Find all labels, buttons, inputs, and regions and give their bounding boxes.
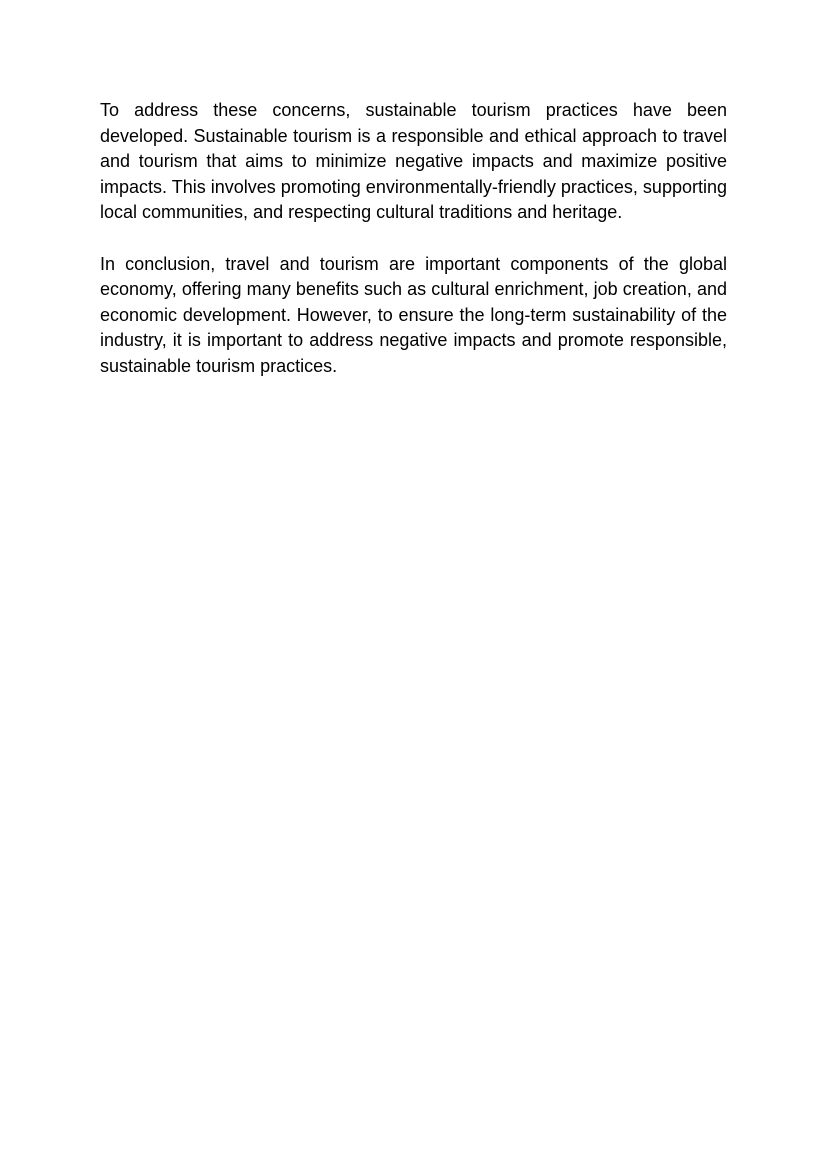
document-body xyxy=(100,98,727,380)
paragraph-sustainable-tourism: To address these concerns, sustainable tourism practices have been developed. Sustainable tourism is a responsible and ethical approach to travel and tourism that aims to minimize negative impacts and maximize positive impacts. This involves promoting environmentally-friendly practices, supporting local communities, and respecting cultural traditions and heritage. xyxy=(100,100,727,223)
paragraph-conclusion: In conclusion, travel and tourism are important components of the global economy, offering many benefits such as cultural enrichment, job creation, and economic development. However, to ensure the long-term sustainability of the industry, it is important to address negative impacts and promote responsible, sustainable tourism practices. xyxy=(100,253,727,376)
